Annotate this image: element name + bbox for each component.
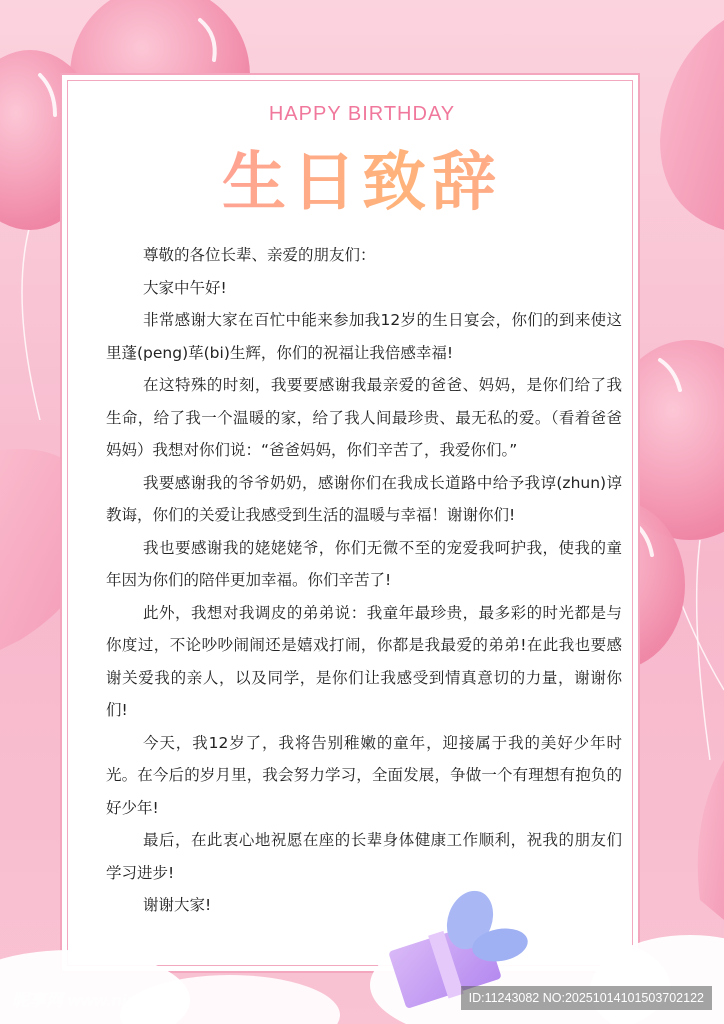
speech-paragraph: 此外，我想对我调皮的弟弟说：我童年最珍贵，最多彩的时光都是与你度过，不论吵吵闹闹还是嬉戏打闹，你都是我最爱的弟弟!在此我也要感谢关爱我的亲人，以及同学，是你们让我感受到情真意切的力量，谢谢你们!	[106, 603, 622, 719]
page-title: 生日致辞	[0, 131, 724, 223]
speech-paragraph: 大家中午好!	[143, 278, 227, 297]
speech-paragraph: 非常感谢大家在百忙中能来参加我12岁的生日宴会，你们的到来使这里蓬(peng)荜(bi)生辉，你们的祝福让我倍感幸福!	[106, 311, 622, 362]
id-watermark: ID:11243082 NO:20251014101503702122	[461, 986, 712, 1010]
speech-paragraph: 谢谢大家!	[143, 896, 212, 914]
speech-paragraph: 今天，我12岁了，我将告别稚嫩的童年，迎接属于我的美好少年时光。在今后的岁月里，我会努力学习，全面发展，争做一个有理想有抱负的好少年!	[106, 733, 622, 817]
speech-paragraph: 在这特殊的时刻，我要要感谢我最亲爱的爸爸、妈妈，是你们给了我生命，给了我一个温暖的家，给了我人间最珍贵、最无私的爱。（看着爸爸妈妈）我想对你们说：“爸爸妈妈，你们辛苦了，我爱你们。”	[106, 376, 622, 459]
speech-paragraph: 最后，在此衷心地祝愿在座的长辈身体健康工作顺利，祝我的朋友们学习进步!	[106, 831, 622, 882]
speech-body	[106, 239, 622, 922]
speech-paragraph: 我也要感谢我的姥姥姥爷，你们无微不至的宠爱我呵护我，使我的童年因为你们的陪伴更加幸福。你们辛苦了!	[106, 538, 622, 589]
site-watermark: 昵享网 www.nipic.cn	[12, 991, 176, 1010]
speech-paragraph: 尊敬的各位长辈、亲爱的朋友们：	[143, 246, 376, 264]
subtitle: HAPPY BIRTHDAY	[268, 103, 456, 125]
speech-paragraph: 我要感谢我的爷爷奶奶，感谢你们在我成长道路中给予我谆(zhun)谆教诲，你们的关爱让我感受到生活的温暖与幸福！谢谢你们!	[106, 473, 622, 524]
